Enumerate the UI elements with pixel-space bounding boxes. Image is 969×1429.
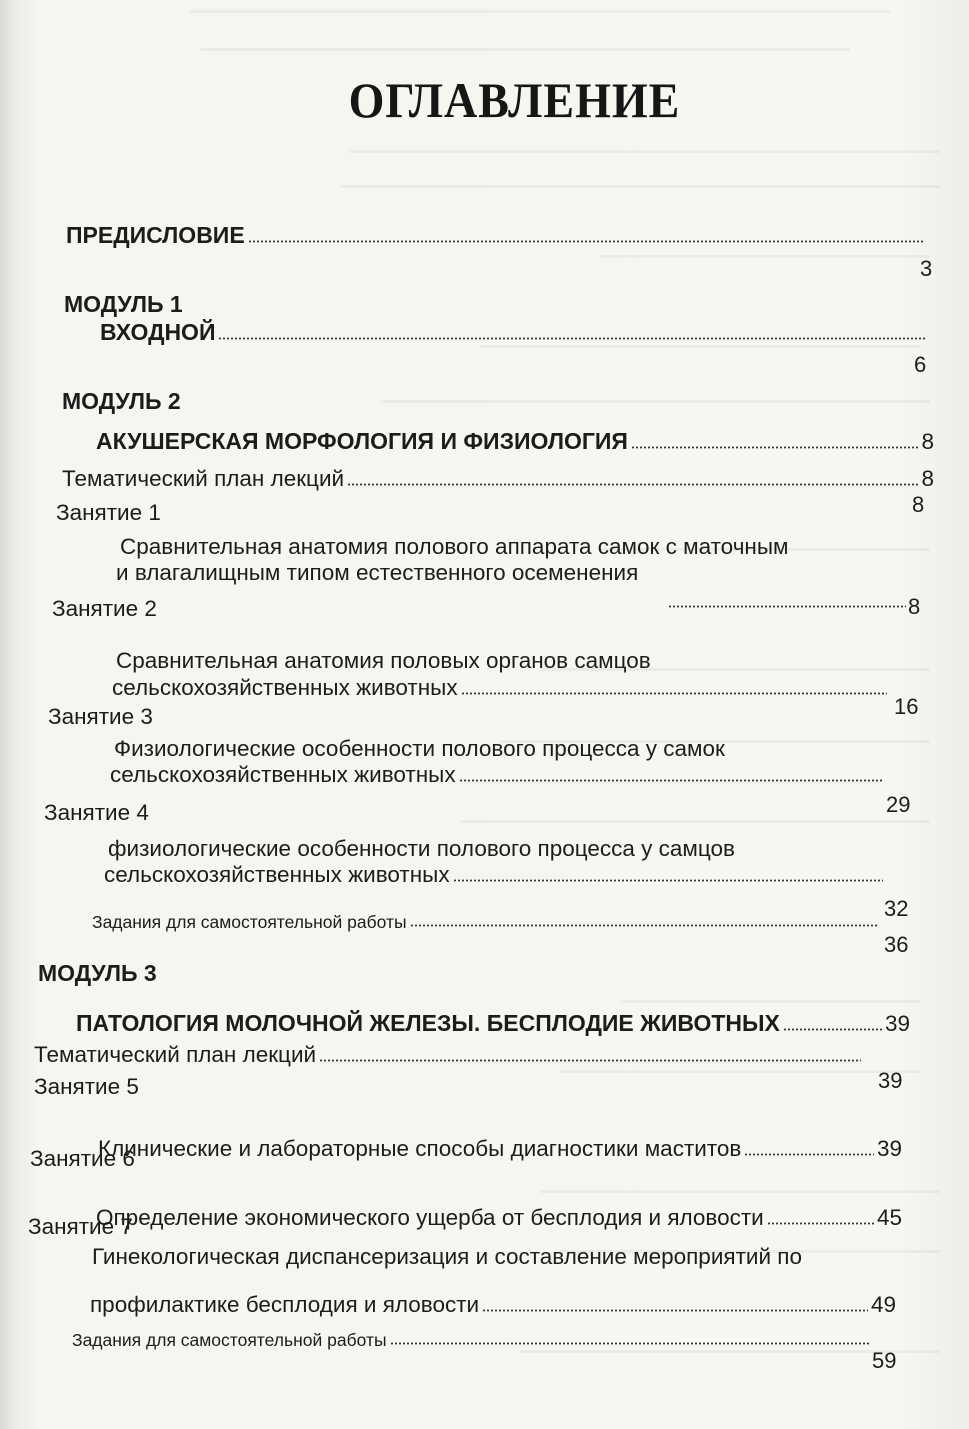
module3-title-page: 39	[884, 1011, 910, 1036]
module1-title: ВХОДНОЙ	[100, 319, 216, 345]
module1-page: 6	[914, 352, 927, 377]
lesson6-page: 45	[876, 1205, 902, 1230]
toc-entry-preface	[66, 222, 928, 249]
toc-entry-module3-tasks	[72, 1330, 872, 1351]
toc-entry-lesson2-line2	[112, 675, 890, 701]
module2-tasks-page: 36	[884, 932, 909, 957]
lesson3-line2: сельскохозяйственных животных	[110, 762, 456, 787]
leader-dots	[453, 879, 883, 882]
lesson1-page: 8	[908, 594, 921, 619]
module3-tasks-label: Задания для самостоятельной работы	[72, 1330, 387, 1350]
toc-entry-lesson7-line2	[90, 1292, 896, 1318]
toc-entry-module2	[96, 428, 934, 455]
lesson5-page: 39	[876, 1136, 902, 1161]
lesson4-page: 32	[884, 896, 909, 921]
toc-entry-lesson5	[98, 1136, 902, 1162]
lesson4-line1: физиологические особенности полового процесса у самцов	[108, 836, 735, 861]
module3-plan-label: Тематический план лекций	[34, 1042, 317, 1067]
lesson1-line2: и влагалищным типом естественного осеменения	[116, 560, 639, 585]
leader-dots	[482, 1309, 868, 1312]
lesson2-line2: сельскохозяйственных животных	[112, 675, 458, 700]
lesson3-label: Занятие 3	[48, 704, 153, 729]
toc-entry-lesson2	[52, 596, 924, 622]
toc-entry-lesson4-line2	[104, 862, 886, 888]
preface-page: 3	[920, 256, 933, 281]
leader-dots	[319, 1059, 861, 1062]
lesson1-line1: Сравнительная анатомия полового аппарата самок с маточным	[120, 534, 789, 559]
toc-entry-module3	[76, 1010, 910, 1037]
toc-entry-module2-plan	[62, 466, 934, 492]
lesson2-label: Занятие 2	[52, 596, 157, 621]
module3-tasks-page: 59	[872, 1348, 897, 1373]
module2-title-page: 8	[921, 429, 934, 454]
lesson6-line1: Определение экономического ущерба от бесплодия и яловости	[96, 1205, 764, 1230]
toc-entry-module2-tasks	[92, 912, 882, 933]
module2-label: МОДУЛЬ 2	[62, 388, 181, 414]
toc-entry-lesson6	[96, 1205, 902, 1231]
lesson7-label: Занятие 7	[28, 1214, 133, 1239]
leader-dots	[631, 446, 919, 449]
lesson3-line1: Физиологические особенности полового процесса у самок	[114, 736, 725, 761]
module3-label: МОДУЛЬ 3	[38, 960, 157, 986]
leader-dots	[347, 483, 918, 486]
preface-label: ПРЕДИСЛОВИЕ	[66, 222, 245, 248]
toc-entry-module3-plan	[34, 1042, 864, 1068]
lesson5-line1: Клинические и лабораторные способы диагностики маститов	[98, 1136, 742, 1161]
lesson7-line1: Гинекологическая диспансеризация и составление мероприятий по	[92, 1244, 802, 1269]
leader-dots	[248, 240, 925, 243]
leader-dots	[218, 337, 927, 340]
module2-tasks-label: Задания для самостоятельной работы	[92, 912, 407, 932]
module2-plan-label: Тематический план лекций	[62, 466, 345, 491]
module2-plan-page: 8	[921, 466, 934, 491]
page-title: ОГЛАВЛЕНИЕ	[348, 72, 681, 129]
module3-title: ПАТОЛОГИЯ МОЛОЧНОЙ ЖЕЛЕЗЫ. БЕСПЛОДИЕ ЖИВОТНЫХ	[76, 1010, 780, 1036]
module3-plan-page: 39	[878, 1068, 903, 1093]
lesson4-label: Занятие 4	[44, 800, 149, 825]
leader-dots	[410, 924, 879, 927]
toc-entry-lesson3-line2	[110, 762, 886, 788]
leader-dots	[783, 1028, 882, 1031]
leader-dots	[744, 1153, 874, 1156]
leader-dots	[767, 1222, 874, 1225]
lesson4-line2: сельскохозяйственных животных	[104, 862, 450, 887]
leader-dots	[459, 779, 883, 782]
lesson3-page: 29	[886, 792, 911, 817]
module2-title: АКУШЕРСКАЯ МОРФОЛОГИЯ И ФИЗИОЛОГИЯ	[96, 428, 628, 454]
leader-dots	[668, 605, 906, 608]
lesson1-label: Занятие 1	[56, 500, 161, 525]
lesson7-page: 49	[870, 1292, 896, 1317]
lesson6-label: Занятие 6	[30, 1146, 135, 1171]
lesson7-line2: профилактике бесплодия и яловости	[90, 1292, 480, 1317]
lesson5-label: Занятие 5	[34, 1074, 139, 1099]
lesson1-label-page: 8	[912, 492, 925, 517]
toc-entry-module1	[100, 319, 930, 346]
lesson2-line1: Сравнительная анатомия половых органов самцов	[116, 648, 651, 673]
lesson2-page: 16	[894, 694, 919, 719]
leader-dots	[390, 1342, 869, 1345]
leader-dots	[461, 692, 887, 695]
module1-label: МОДУЛЬ 1	[64, 291, 183, 317]
